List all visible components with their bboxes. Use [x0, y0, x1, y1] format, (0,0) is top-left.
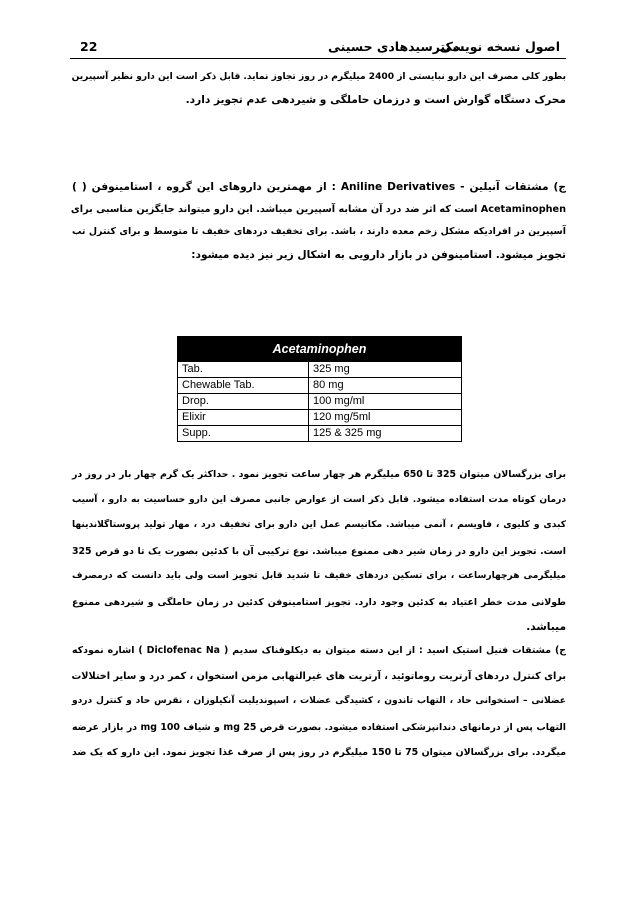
acetaminophen-dosage-table — [177, 336, 462, 442]
paragraph-aniline-derivatives — [72, 176, 566, 266]
author-name: دکترسیدهادی حسینی — [328, 39, 460, 54]
dosage-form: Tab. — [178, 362, 309, 378]
dosage-form: Drop. — [178, 394, 309, 410]
table-row — [178, 362, 462, 378]
paragraph-aspirin-dose — [72, 66, 566, 111]
page-header — [70, 34, 566, 59]
dosage-strength: 325 mg — [309, 362, 462, 378]
text-line: درمان کوتاه مدت استفاده میشود. قابل ذکر است از عوارض جانبی مصرف این دارو حساسیت به دارو ، آسیب — [72, 494, 566, 505]
table-header-row — [178, 337, 462, 362]
text-line: آسپیرین در افرادیکه مشکل زخم معده دارند ، باشد. برای تخفیف دردهای خفیف تا متوسط و برای کنترل تب — [72, 226, 566, 237]
paragraph-phenylacetic-acid — [72, 638, 566, 766]
text-line: بطور کلی مصرف این دارو نبایستی از 2400 میلیگرم در روز تجاوز نماید. قابل ذکر است این دارو نظیر آسپیرین — [71, 72, 566, 82]
text-line: عضلانی – استخوانی حاد ، التهاب تاندون ، کشیدگی عضلات ، اسپوندیلیت آنکیلوزان ، نقرس حاد و کنترل دردو — [72, 696, 566, 706]
book-title: اصول نسخه نویسی — [439, 39, 560, 54]
dosage-form: Elixir — [178, 410, 309, 426]
page-number: 22 — [80, 39, 98, 54]
text-line: کبدی و کلیوی ، فاویسم ، آنمی میباشد. مکانیسم عمل این دارو برای تخفیف درد ، مهار تولید پروستاگلاندینها — [72, 520, 566, 530]
table-row — [178, 410, 462, 426]
section-heading-line: ج) مشتقات فنیل استیک اسید : از این دسته میتوان به دیکلوفناک سدیم ( Diclofenac Na ) اشاره نمودکه — [72, 645, 567, 656]
dosage-strength: 120 mg/5ml — [309, 410, 462, 426]
text-line: برای بزرگسالان میتوان 325 تا 650 میلیگرم هر چهار ساعت تجویز نمود . حداکثر یک گرم چهار بار در روز در — [72, 469, 566, 480]
text-line: Acetaminophen است که اثر ضد درد آن مشابه آسپیرین میباشد. این دارو میتواند جایگزین مناسبی برای — [70, 203, 566, 215]
text-line: میگردد. برای بزرگسالان میتوان 75 تا 150 میلیگرم در روز پس از صرف غذا تجویز نمود. این دارو که یک ضد — [72, 747, 566, 758]
table-row — [178, 378, 462, 394]
text-line: طولانی مدت خطر اعتیاد به کدئین وجود دارد. تجویز استامینوفن کدئین در زمان حاملگی و شیردهی ممنوع — [72, 596, 566, 608]
paragraph-acetaminophen-dose — [72, 462, 566, 641]
text-line: تجویز میشود. استامینوفن در بازار دارویی به اشکال زیر نیز دیده میشود: — [191, 248, 566, 261]
dosage-form: Supp. — [178, 426, 309, 442]
dosage-strength: 125 & 325 mg — [309, 426, 462, 442]
dosage-strength: 100 mg/ml — [309, 394, 462, 410]
text-line: میلیگرمی هرچهارساعت ، برای تسکین دردهای خفیف تا شدید قابل تجویز است ولی باید دانست که درمصرف — [72, 571, 566, 581]
table-row — [178, 426, 462, 442]
text-line: است. تجویز این دارو در زمان شیر دهی ممنوع میباشد. نوع ترکیبی آن با کدئین بصورت یک تا دو قرص 325 — [72, 545, 566, 557]
dosage-strength: 80 mg — [309, 378, 462, 394]
text-line: برای کنترل دردهای آرتریت روماتوئید ، آرتریت های غیرالتهابی مزمن استخوان ، کمر درد و سایر اختلالات — [71, 670, 566, 682]
section-heading-line: ج) مشتقات آنیلین - Aniline Derivatives : از مهمترین داروهای این گروه ، استامینوفن ( ) — [72, 181, 567, 193]
text-line: محرک دستگاه گوارش است و درزمان حاملگی و شیردهی عدم تجویز دارد. — [185, 93, 566, 106]
dosage-form: Chewable Tab. — [178, 378, 309, 394]
table-title: Acetaminophen — [178, 337, 462, 362]
text-line: التهاب پس از درمانهای دندانپزشکی استفاده میشود. بصورت قرص 25 mg و شیاف 100 mg در بازار عرضه — [72, 721, 567, 733]
text-line: میباشد. — [526, 621, 566, 633]
table-row — [178, 394, 462, 410]
